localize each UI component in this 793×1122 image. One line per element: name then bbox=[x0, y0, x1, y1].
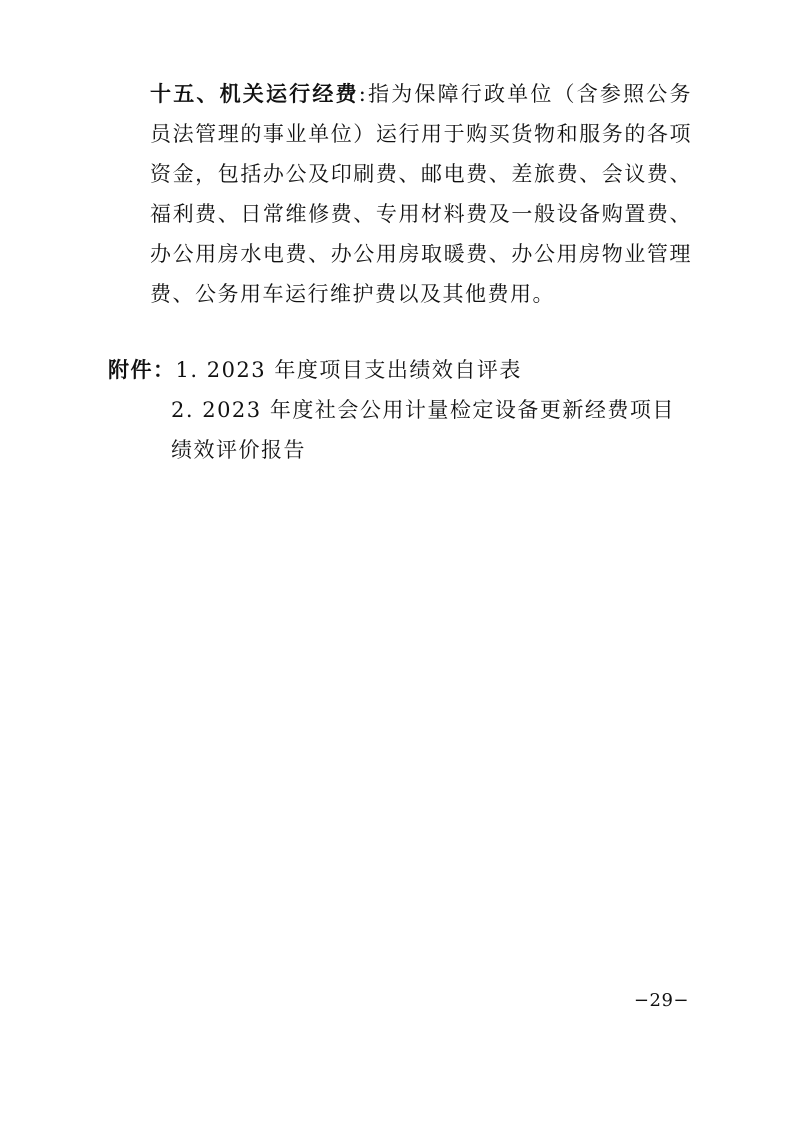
attachment-line-2 bbox=[108, 390, 692, 470]
definition-paragraph bbox=[108, 74, 692, 314]
section-definition: 指为保障行政单位（含参照公务员法管理的事业单位）运行用于购买货物和服务的各项资金，包括办公及印刷费、邮电费、差旅费、会议费、福利费、日常维修费、专用材料费及一般设备购置费、办公用房水电费、办公用房取暖费、办公用房物业管理费、公务用车运行维护费以及其他费用。 bbox=[150, 82, 693, 306]
attachment-line-1 bbox=[108, 350, 692, 390]
attachment-item-2: 2. 2023 年度社会公用计量检定设备更新经费项目绩效评价报告 bbox=[171, 398, 675, 462]
section-term: 十五、机关运行经费 bbox=[150, 82, 359, 106]
attachments-label: 附件： bbox=[108, 358, 176, 382]
definition-section bbox=[108, 74, 692, 314]
attachments-block bbox=[108, 350, 692, 470]
term-colon: : bbox=[358, 82, 368, 106]
attachment-item-1: 1. 2023 年度项目支出绩效自评表 bbox=[175, 358, 522, 382]
page-number: −29− bbox=[633, 990, 689, 1011]
